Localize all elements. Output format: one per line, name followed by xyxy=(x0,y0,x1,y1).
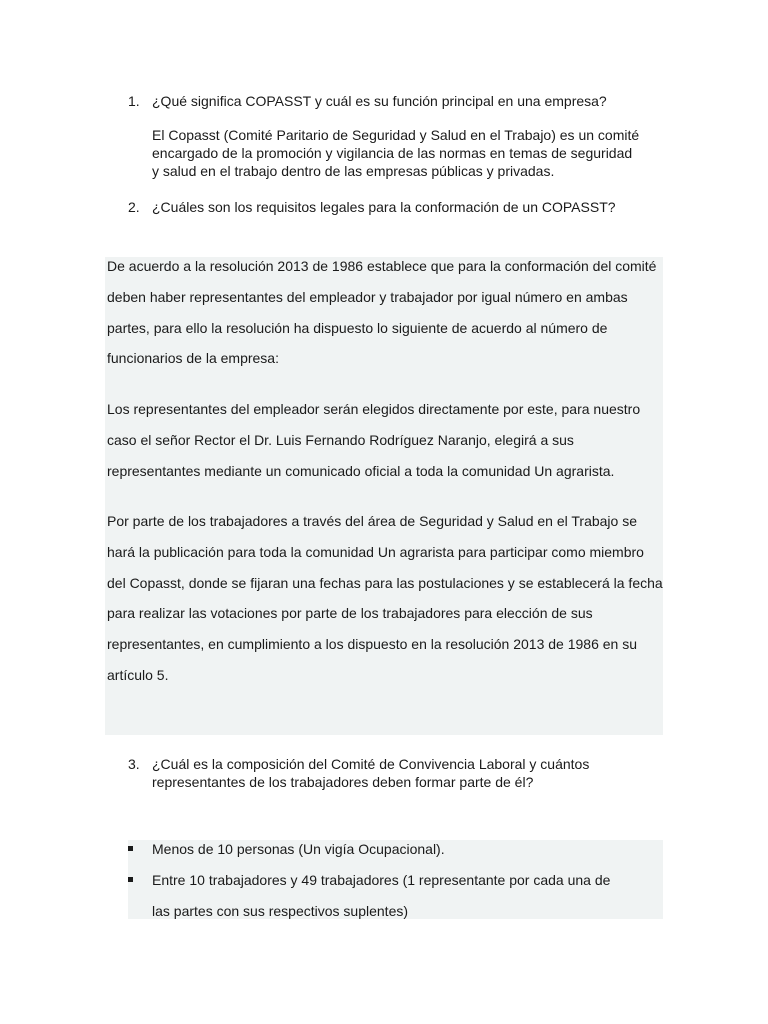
question-2 xyxy=(128,198,648,216)
answer-2-paragraph: Por parte de los trabajadores a través del área de Seguridad y Salud en el Trabajo se hará la publicación para toda la comunidad Un agrarista para participar como miembro del Copasst, donde se fijaran una fechas para las postulaciones y se establecerá la fecha para realizar las votaciones por parte de los trabajadores para elección de sus representantes, en cumplimiento a los dispuesto en la resolución 2013 de 1986 en su artículo 5. xyxy=(107,513,663,683)
list-item-text: Menos de 10 personas (Un vigía Ocupacional). xyxy=(152,841,445,857)
list-item xyxy=(128,865,628,927)
question-number: 2. xyxy=(128,199,140,215)
question-text: ¿Cuáles son los requisitos legales para la conformación de un COPASST? xyxy=(152,199,616,215)
list-item-text: Entre 10 trabajadores y 49 trabajadores (1 representante por cada una de las partes con sus respectivos suplentes) xyxy=(152,872,611,919)
answer-2-paragraph: Los representantes del empleador serán elegidos directamente por este, para nuestro caso el señor Rector el Dr. Luis Fernando Rodríguez Naranjo, elegirá a sus representantes mediante un comunicado oficial a toda la comunidad Un agrarista. xyxy=(107,401,641,479)
question-number: 3. xyxy=(128,756,140,772)
answer-1: El Copasst (Comité Paritario de Seguridad y Salud en el Trabajo) es un comité encargado de la promoción y vigilancia de las normas en temas de seguridad y salud en el trabajo dentro de las empresas públicas y privadas. xyxy=(152,127,640,179)
question-number: 1. xyxy=(128,93,140,109)
bullet-icon xyxy=(128,846,133,851)
answer-2-block xyxy=(105,257,663,735)
question-text: ¿Qué significa COPASST y cuál es su función principal en una empresa? xyxy=(152,93,607,109)
answer-3-list xyxy=(128,840,663,919)
list-item xyxy=(128,834,663,865)
question-1 xyxy=(128,92,648,110)
question-text: ¿Cuál es la composición del Comité de Convivencia Laboral y cuántos representantes de los trabajadores deben formar parte de él? xyxy=(152,756,590,790)
question-3 xyxy=(128,755,648,791)
answer-2-paragraph: De acuerdo a la resolución 2013 de 1986 establece que para la conformación del comité deben haber representantes del empleador y trabajador por igual número en ambas partes, para ello la resolución ha dispuesto lo siguiente de acuerdo al número de funcionarios de la empresa: xyxy=(107,258,657,367)
bullet-icon xyxy=(128,877,133,882)
